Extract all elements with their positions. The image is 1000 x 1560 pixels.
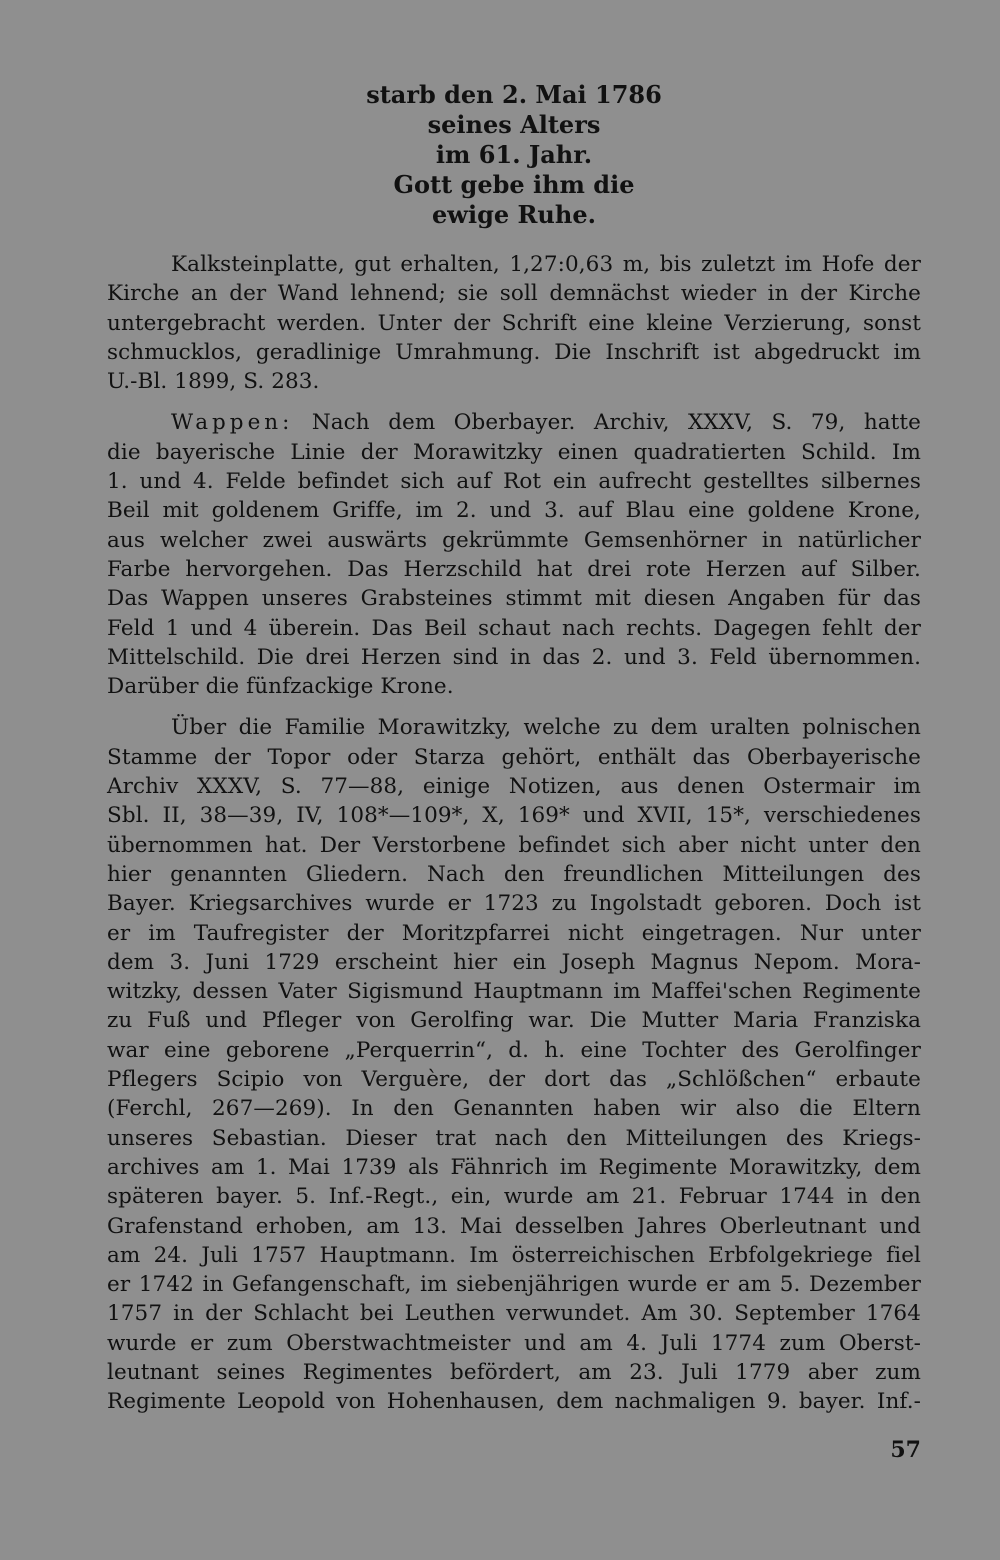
text-line: übernommen hat. Der Verstorbene befindet sich aber nicht unter den	[107, 832, 921, 858]
epitaph-line: ewige Ruhe.	[432, 200, 596, 229]
epitaph-line: seines Alters	[427, 110, 601, 139]
text-line: Kirche an der Wand lehnend; sie soll demnächst wieder in der Kirche	[107, 281, 921, 307]
text-line: dem 3. Juni 1729 erscheint hier ein Joseph Magnus Nepom. Mora-	[107, 949, 921, 975]
text-line: er 1742 in Gefangenschaft, im siebenjährigen wurde er am 5. Dezember	[107, 1272, 921, 1298]
text-line: 1. und 4. Felde befindet sich auf Rot ein aufrecht gestelltes silbernes	[107, 469, 921, 495]
text-line: aus welcher zwei auswärts gekrümmte Gemsenhörner in natürlicher	[107, 527, 921, 553]
text-line: zu Fuß und Pfleger von Gerolfing war. Die Mutter Maria Franziska	[107, 1008, 921, 1034]
text-line: am 24. Juli 1757 Hauptmann. Im österreichischen Erbfolgekriege fiel	[107, 1242, 921, 1268]
text-line: war eine geborene „Perquerrin“, d. h. eine Tochter des Gerolfinger	[107, 1037, 921, 1063]
text-line: Feld 1 und 4 überein. Das Beil schaut nach rechts. Dagegen fehlt der	[107, 615, 921, 641]
document-page	[107, 80, 921, 1480]
epitaph-line: Gott gebe ihm die	[393, 170, 635, 199]
text-line: U.-Bl. 1899, S. 283.	[107, 369, 320, 395]
text-line: Über die Familie Morawitzky, welche zu dem uralten polnischen	[171, 715, 921, 741]
text-line: Kalksteinplatte, gut erhalten, 1,27:0,63 m, bis zuletzt im Hofe der	[171, 252, 921, 277]
text-line: unseres Sebastian. Dieser trat nach den Mitteilungen des Kriegs-	[107, 1125, 921, 1151]
text-line: (Ferchl, 267—269). In den Genannten haben wir also die Eltern	[107, 1096, 921, 1122]
epitaph-line: starb den 2. Mai 1786	[366, 80, 662, 109]
text-line: wurde er zum Oberstwachtmeister und am 4. Juli 1774 zum Oberst-	[107, 1330, 921, 1356]
text-line: schmucklos, geradlinige Umrahmung. Die Inschrift ist abgedruckt im	[107, 339, 921, 365]
wappen-label: Wappen:	[171, 410, 294, 436]
text-line: späteren bayer. 5. Inf.-Regt., ein, wurde am 21. Februar 1744 in den	[107, 1184, 921, 1210]
text-line: untergebracht werden. Unter der Schrift eine kleine Verzierung, sonst	[107, 310, 921, 336]
text-line: Farbe hervorgehen. Das Herzschild hat drei rote Herzen auf Silber.	[107, 556, 921, 582]
epitaph-line: im 61. Jahr.	[435, 140, 593, 169]
text-line-rest: Nach dem Oberbayer. Archiv, XXXV, S. 79, hatte	[293, 410, 921, 436]
text-line: Regimente Leopold von Hohenhausen, dem nachmaligen 9. bayer. Inf.-	[107, 1389, 921, 1415]
paragraph-coat-of-arms	[107, 408, 921, 701]
text-line: witzky, dessen Vater Sigismund Hauptmann im Maffei'schen Regimente	[107, 979, 921, 1005]
text-line: Darüber die fünfzackige Krone.	[107, 674, 454, 700]
text-line: Bayer. Kriegsarchives wurde er 1723 zu Ingolstadt geboren. Doch ist	[107, 891, 921, 917]
text-line: Beil mit goldenem Griffe, im 2. und 3. auf Blau eine goldene Krone,	[107, 498, 921, 524]
page-number: 57	[890, 1437, 921, 1463]
text-line	[107, 408, 921, 437]
text-line: hier genannten Gliedern. Nach den freundlichen Mitteilungen des	[107, 861, 921, 887]
text-line: Sbl. II, 38—39, IV, 108*—109*, X, 169* und XVII, 15*, verschiedenes	[107, 803, 921, 829]
paragraph-description	[107, 250, 921, 396]
text-line: Stamme der Topor oder Starza gehört, enthält das Oberbayerische	[107, 744, 921, 770]
text-line: die bayerische Linie der Morawitzky einen quadratierten Schild. Im	[107, 439, 921, 465]
paragraph-family-history	[107, 713, 921, 1416]
text-line: Das Wappen unseres Grabsteines stimmt mit diesen Angaben für das	[107, 586, 921, 612]
text-line: Grafenstand erhoben, am 13. Mai desselben Jahres Oberleutnant und	[107, 1213, 921, 1239]
text-line: Pflegers Scipio von Verguère, der dort das „Schlößchen“ erbaute	[107, 1067, 921, 1093]
text-line: Archiv XXXV, S. 77—88, einige Notizen, aus denen Ostermair im	[107, 774, 921, 800]
epitaph-inscription	[107, 80, 921, 230]
text-line: 1757 in der Schlacht bei Leuthen verwundet. Am 30. September 1764	[107, 1301, 921, 1327]
text-line: Mittelschild. Die drei Herzen sind in das 2. und 3. Feld übernommen.	[107, 644, 921, 670]
text-line: er im Taufregister der Moritzpfarrei nicht eingetragen. Nur unter	[107, 920, 921, 946]
text-line: archives am 1. Mai 1739 als Fähnrich im Regimente Morawitzky, dem	[107, 1154, 921, 1180]
text-line: leutnant seines Regimentes befördert, am 23. Juli 1779 aber zum	[107, 1359, 921, 1385]
